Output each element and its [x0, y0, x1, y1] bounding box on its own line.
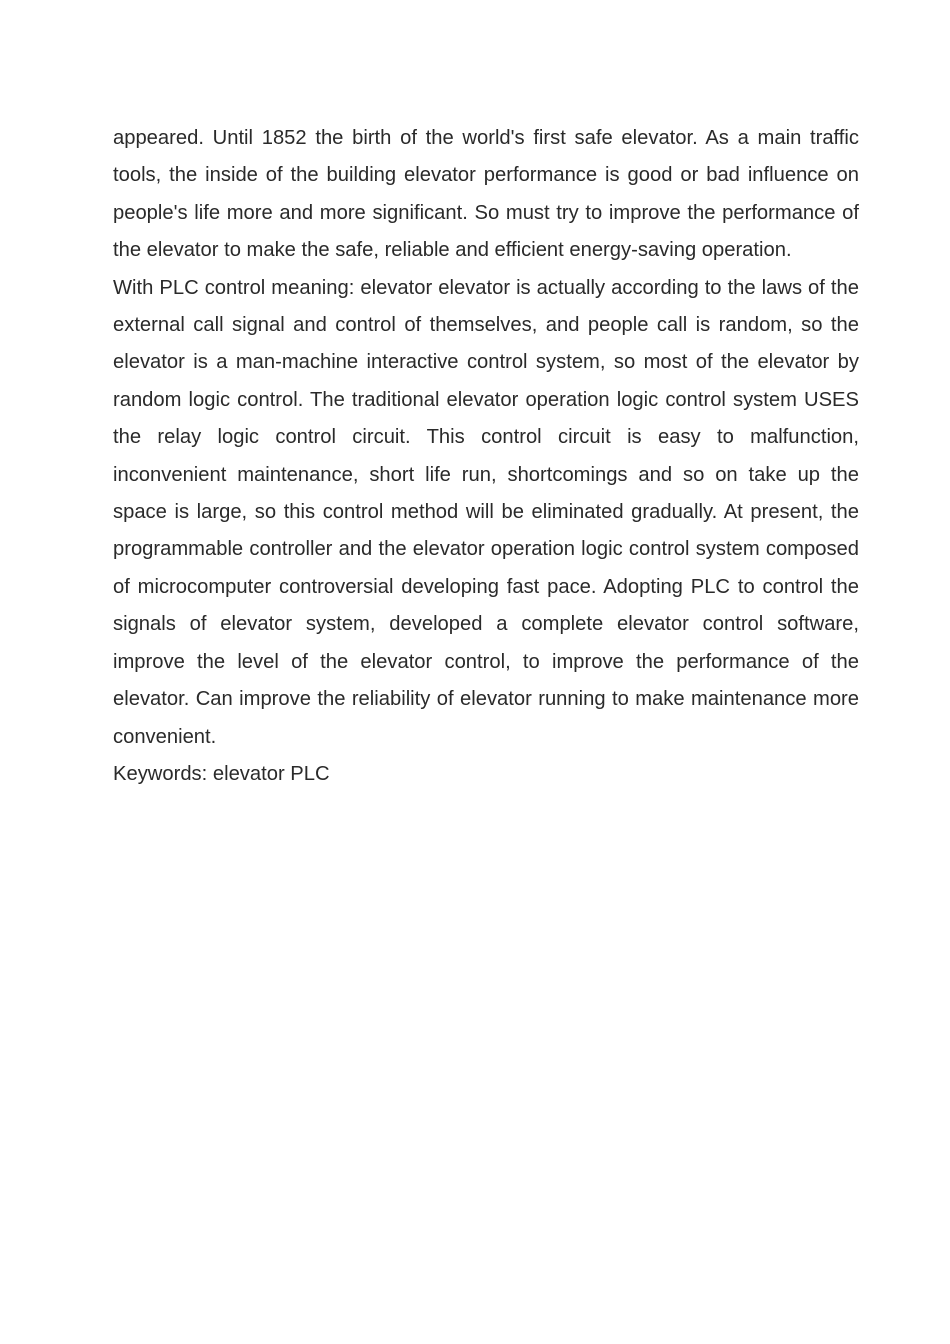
paragraph-plc-control: With PLC control meaning: elevator elevator is actually according to the laws of the external call signal and control of themselves, and people call is random, so the elevator is a man-machine interactive control system, so most of the elevator by random logic control. The traditional elevator operation logic control system USES the relay logic control circuit. This control circuit is easy to malfunction, inconvenient maintenance, short life run, shortcomings and so on take up the space is large, so this control method will be eliminated gradually. At present, the programmable controller and the elevator operation logic control system composed of microcomputer controversial developing fast pace. Adopting PLC to control the signals of elevator system, developed a complete elevator control software, improve the level of the elevator control, to improve the performance of the elevator. Can improve the reliability of elevator running to make maintenance more convenient.	[113, 276, 859, 748]
paragraph-elevator-history: appeared. Until 1852 the birth of the world's first safe elevator. As a main traffic tools, the inside of the building elevator performance is good or bad influence on people's life more and more significant. So must try to improve the performance of the elevator to make the safe, reliable and efficient energy-saving operation.	[113, 127, 859, 262]
keywords-line: Keywords: elevator PLC	[113, 762, 330, 785]
document-page	[113, 120, 859, 793]
